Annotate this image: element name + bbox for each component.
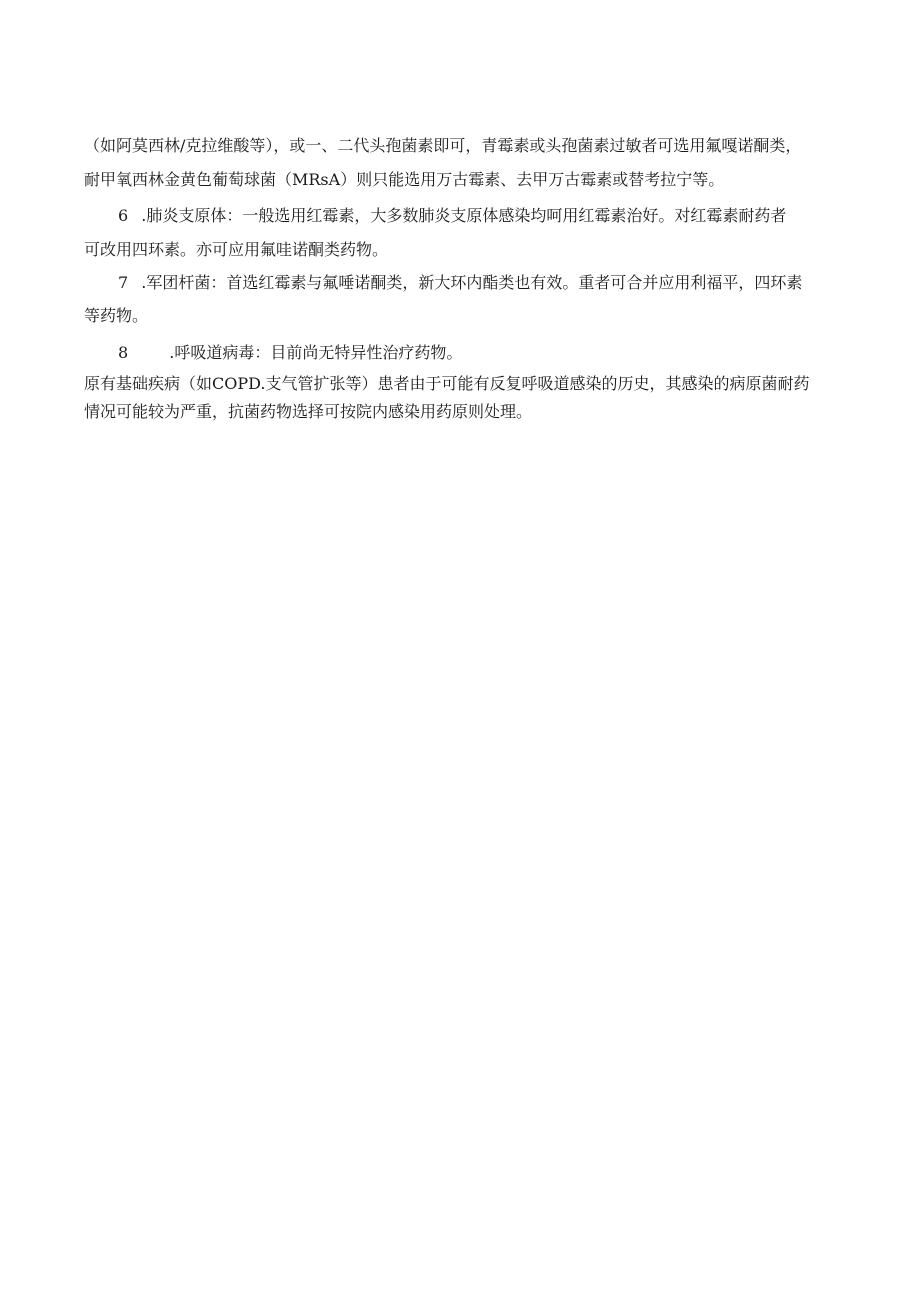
item-8-number: 8 bbox=[118, 343, 129, 362]
item-7-text: .军团杆菌：首选红霉素与氟唾诺酮类，新大环内酯类也有效。重者可合并应用利福平，四环素 bbox=[141, 273, 803, 292]
item-7-number: 7 bbox=[118, 273, 129, 292]
item-8-text: .呼吸道病毒：目前尚无特异性治疗药物。 bbox=[169, 343, 463, 362]
text-line-6: 情况可能较为严重，抗菌药物选择可按院内感染用药原则处理。 bbox=[84, 402, 533, 421]
text-line-3: 可改用四环素。亦可应用氟哇诺酮类药物。 bbox=[84, 240, 389, 259]
text-line-2: 耐甲氧西林金黄色葡萄球菌（MRsA）则只能选用万古霉素、去甲万古霉素或替考拉宁等。 bbox=[84, 170, 725, 189]
list-item-6 bbox=[118, 206, 786, 226]
list-item-7 bbox=[118, 273, 802, 293]
list-item-8 bbox=[118, 343, 462, 363]
text-line-1: （如阿莫西林/克拉维酸等），或一、二代头孢菌素即可，青霉素或头孢菌素过敏者可选用氟嘎诺酮类， bbox=[84, 136, 802, 155]
item-6-number: 6 bbox=[118, 206, 129, 225]
text-line-5: 原有基础疾病（如COPD.支气管扩张等）患者由于可能有反复呼吸道感染的历史，其感染的病原菌耐药 bbox=[84, 374, 810, 393]
item-6-text: .肺炎支原体：一般选用红霉素，大多数肺炎支原体感染均呵用红霉素治好。对红霉素耐药者 bbox=[141, 206, 787, 225]
text-line-4: 等药物。 bbox=[84, 306, 149, 325]
